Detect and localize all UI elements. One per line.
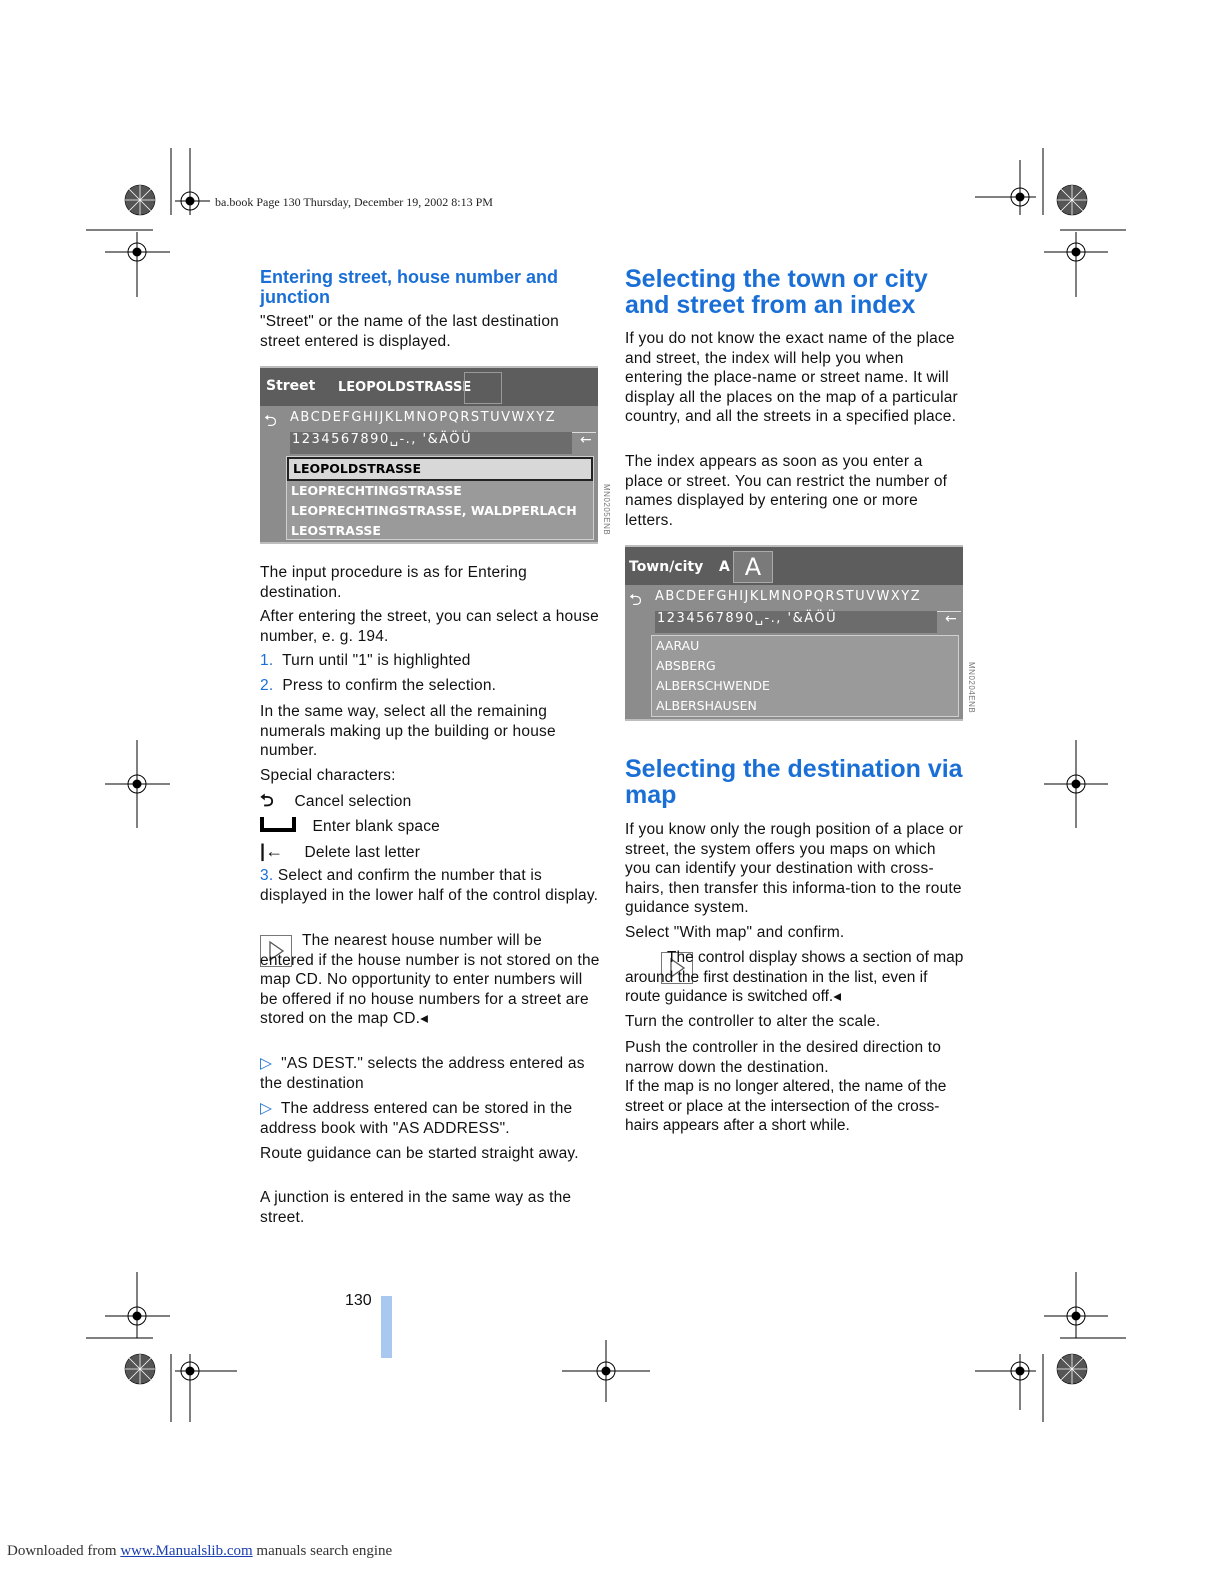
right-p3: If you know only the rough position of a place or street, the system offers you maps on which you can identify your destination with cross-hairs, then transfer this informa-tion to the route guidance system. (625, 821, 964, 917)
left-note-text: The nearest house number will be entered if the house number is not stored on the map CD. No opportunity to enter numbers will be offered if no house numbers for a street are stored on the map CD. (260, 932, 600, 1028)
step-3 (260, 866, 600, 905)
list-item[interactable]: LEOSTRASSE (291, 523, 381, 538)
screen-input: A (719, 559, 730, 575)
step-number: 2. (260, 677, 274, 694)
left-heading: Entering street, house number and junction (260, 267, 559, 307)
step-2 (260, 676, 600, 696)
screen-input: LEOPOLDSTRASSE (338, 380, 472, 395)
left-p1: The input procedure is as for Entering destination. (260, 564, 527, 601)
delete-letter-icon: |← (260, 841, 284, 861)
special-label: Special characters: (260, 767, 396, 784)
bullet-triangle-icon: ▷ (260, 1100, 273, 1117)
right-p2: The index appears as soon as you enter a place or street. You can restrict the number of names displayed by entering one or more letters. (625, 453, 948, 529)
right-heading-2: Selecting the destination via map (625, 755, 963, 809)
list-item[interactable]: ALBERSCHWENDE (656, 678, 770, 693)
right-note (625, 948, 965, 1007)
left-intro: "Street" or the name of the last destination street entered is displayed. (260, 313, 559, 350)
right-p5: Turn the controller to alter the scale. (625, 1013, 881, 1030)
highlighted-letter: A (733, 551, 773, 583)
footer-suffix: manuals search engine (252, 1543, 393, 1559)
special-cancel-row (260, 791, 411, 812)
left-p5: A junction is entered in the same way as the street. (260, 1189, 572, 1226)
street-screen (260, 366, 598, 544)
step-text: Press to confirm the selection. (282, 677, 497, 694)
left-p2: After entering the street, you can select a house number, e. g. 194. (260, 608, 599, 645)
list-item-selected[interactable]: LEOPOLDSTRASSE (287, 457, 593, 481)
cancel-icon[interactable]: ⮌ (264, 411, 277, 430)
footer-prefix: Downloaded from (7, 1543, 121, 1559)
screen-title-bar (625, 547, 963, 585)
list-item[interactable]: LEOPRECHTINGSTRASSE, WALDPERLACH (291, 503, 577, 518)
step-text: Turn until "1" is highlighted (282, 652, 471, 669)
download-footer (7, 1543, 392, 1560)
page-tab (381, 1296, 392, 1358)
numbers-row[interactable]: 1234567890␣-., '&ÄÖÜ (655, 611, 937, 633)
bullet-text: The address entered can be stored in the address book with "AS ADDRESS". (260, 1100, 573, 1137)
screen-title-bar (260, 368, 598, 406)
town-screen (625, 545, 963, 721)
input-cursor-box (464, 372, 502, 404)
end-mark-icon: ◂ (420, 1010, 429, 1028)
list-item[interactable]: LEOPRECHTINGSTRASSE (291, 483, 462, 498)
right-note-text: The control display shows a section of map around the first destination in the list, even if route guidance is switched off. (625, 949, 964, 1006)
left-p3: In the same way, select all the remaining numerals making up the building or house number. (260, 703, 556, 760)
blank-space-icon (260, 817, 296, 832)
left-p4: Route guidance can be started straight away. (260, 1145, 579, 1162)
numbers-row[interactable]: 1234567890␣-., '&ÄÖÜ (290, 432, 572, 454)
step-number: 3. (260, 867, 274, 884)
bullet-text: "AS DEST." selects the address entered as the destination (260, 1055, 585, 1092)
step-number: 1. (260, 652, 274, 669)
bullet-2 (260, 1099, 600, 1138)
step-1 (260, 651, 600, 671)
image-code: MN0205ENB (602, 484, 611, 536)
list-item[interactable]: ABSBERG (656, 658, 716, 673)
right-p4: Select "With map" and confirm. (625, 924, 845, 941)
list-item[interactable]: ALBERSHAUSEN (656, 698, 757, 713)
step-text: Select and confirm the number that is displayed in the lower half of the control display. (260, 867, 599, 904)
delete-arrow-icon[interactable]: ← (580, 432, 592, 448)
screen-title: Street (266, 378, 316, 394)
left-note (260, 931, 600, 1029)
alphabet-row[interactable]: ABCDEFGHIJKLMNOPQRSTUVWXYZ (655, 589, 961, 612)
image-code: MN0204ENB (967, 662, 976, 714)
end-mark-icon: ◂ (833, 988, 842, 1006)
right-p1: If you do not know the exact name of the place and street, the index will help you when entering the place-name or street name. It will display all the places on the map of a particular country, and all the streets in a specified place. (625, 330, 958, 426)
cancel-icon[interactable]: ⮌ (629, 590, 642, 609)
special-delete-text: Delete last letter (304, 844, 421, 861)
delete-arrow-icon[interactable]: ← (945, 611, 957, 627)
alphabet-row[interactable]: ABCDEFGHIJKLMNOPQRSTUVWXYZ (290, 410, 596, 433)
street-list (286, 456, 594, 540)
town-list (651, 635, 959, 717)
footer-link[interactable]: www.Manualslib.com (120, 1543, 253, 1559)
special-blank-text: Enter blank space (312, 818, 440, 835)
special-blank-row (260, 817, 440, 837)
right-p6: Push the controller in the desired direction to narrow down the destination. (625, 1039, 942, 1076)
right-p7: If the map is no longer altered, the name of the street or place at the intersection of the cross-hairs appears after a short while. (625, 1078, 947, 1135)
running-head: ba.book Page 130 Thursday, December 19, 2002 8:13 PM (215, 195, 493, 209)
bullet-triangle-icon: ▷ (260, 1055, 273, 1072)
screen-title: Town/city (629, 559, 704, 575)
list-item[interactable]: AARAU (656, 638, 700, 653)
special-delete-row (260, 842, 420, 863)
cancel-icon: ⮌ (260, 791, 274, 810)
bullet-1 (260, 1054, 600, 1093)
right-heading-1: Selecting the town or city and street from an index (625, 265, 928, 319)
page-number: 130 (345, 1292, 372, 1309)
special-cancel-text: Cancel selection (294, 793, 412, 810)
